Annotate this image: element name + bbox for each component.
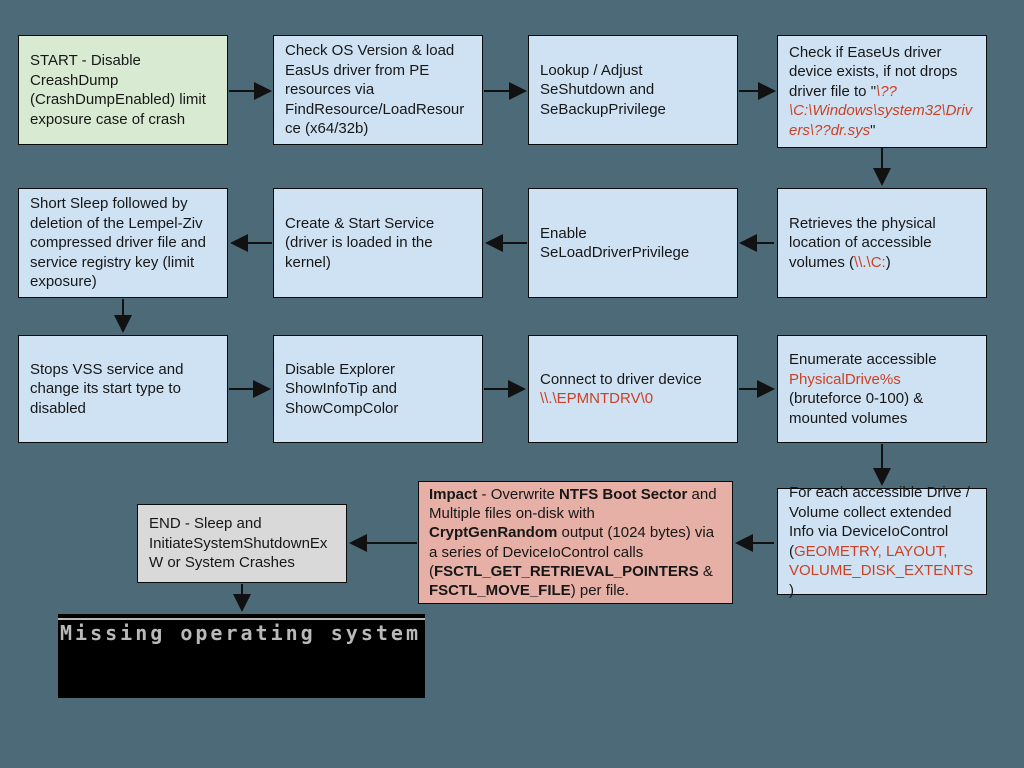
- node-check-os-version-label: Check OS Version & load EasUs driver from PE resources via FindResource/LoadResource (x64/32b): [285, 42, 465, 138]
- node-stop-vss: [18, 335, 228, 443]
- node-enumerate-drives: [777, 335, 987, 443]
- node-enable-seloaddriver: [528, 188, 738, 298]
- terminal-message: Missing operating system: [60, 621, 421, 645]
- node-enumerate-drives-label: Enumerate accessible PhysicalDrive%s (bruteforce 0-100) & mounted volumes: [789, 351, 937, 427]
- node-collect-drive-info: [777, 484, 987, 599]
- node-adjust-privileges: [528, 35, 738, 145]
- node-short-sleep-delete-label: Short Sleep followed by deletion of the Lempel-Ziv compressed driver file and service registry key (limit exposure): [30, 195, 206, 291]
- node-create-start-service: [273, 188, 483, 298]
- node-connect-driver-device: [528, 335, 738, 443]
- node-stop-vss-label: Stops VSS service and change its start type to disabled: [30, 360, 184, 417]
- node-retrieve-volumes-label: Retrieves the physical location of accessible volumes (\\.\C:): [789, 214, 936, 271]
- node-start-label: START - Disable CreashDump (CrashDumpEnabled) limit exposure case of crash: [30, 52, 206, 128]
- node-impact-overwrite-label: Impact - Overwrite NTFS Boot Sector and Multiple files on-disk with CryptGenRandom output (1024 bytes) via a series of DeviceIoControl calls (FSCTL_GET_RETRIEVAL_POINTERS & FSCTL_MOVE_FILE) per file.: [429, 485, 717, 599]
- node-enable-seloaddriver-label: Enable SeLoadDriverPrivilege: [540, 224, 690, 261]
- node-start: [18, 35, 228, 145]
- node-connect-driver-device-label: Connect to driver device \\.\EPMNTDRV\0: [540, 370, 702, 407]
- node-collect-drive-info-label: For each accessible Drive / Volume collect extended Info via DeviceIoControl (GEOMETRY, LAYOUT, VOLUME_DISK_EXTENTS): [789, 484, 974, 599]
- bios-terminal-screen: [58, 614, 425, 698]
- node-drop-driver-file: [777, 35, 987, 148]
- node-short-sleep-delete: [18, 188, 228, 298]
- node-impact-overwrite: [418, 481, 733, 604]
- node-check-os-version: [273, 35, 483, 145]
- node-end-shutdown: [137, 504, 347, 583]
- node-end-shutdown-label: END - Sleep and InitiateSystemShutdownExW or System Crashes: [149, 515, 328, 572]
- node-create-start-service-label: Create & Start Service (driver is loaded in the kernel): [285, 214, 435, 271]
- node-drop-driver-file-label: Check if EaseUs driver device exists, if not drops driver file to "\??\C:\Windows\system32\Drivers\??dr.sys": [789, 43, 973, 139]
- terminal-scanline: [58, 618, 425, 620]
- node-retrieve-volumes: [777, 188, 987, 298]
- node-disable-explorer-tips: [273, 335, 483, 443]
- node-adjust-privileges-label: Lookup / Adjust SeShutdown and SeBackupPrivilege: [540, 61, 666, 118]
- node-disable-explorer-tips-label: Disable Explorer ShowInfoTip and ShowCompColor: [285, 360, 399, 417]
